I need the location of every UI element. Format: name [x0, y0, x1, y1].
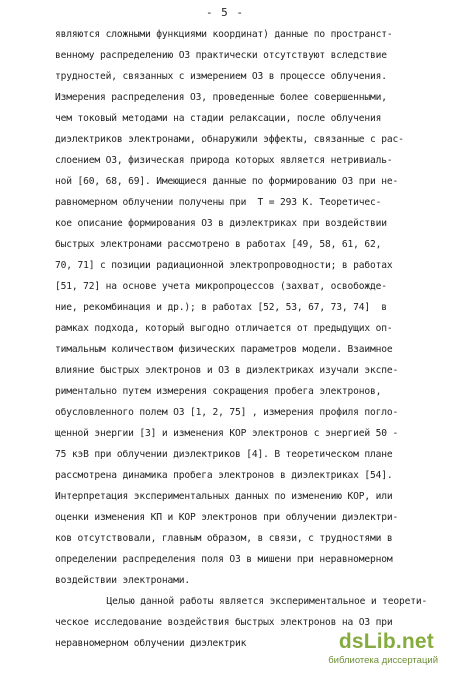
text-line: оценки изменения КП и КОР электронов при облучении диэлектри-: [55, 512, 399, 523]
text-line: 75 кэВ при облучении диэлектриков [4]. В теоретическом плане: [55, 449, 393, 460]
text-line: ние, рекомбинация и др.); в работах [52, 53, 67, 73, 74] в: [55, 302, 387, 313]
text-line: Целью данной работы является экспериментальное и теорети-: [84, 596, 428, 607]
text-line: влияние быстрых электронов и ОЗ в диэлектриках изучали экспе-: [55, 365, 399, 376]
text-line: кое описание формирования ОЗ в диэлектриках при воздействии: [55, 218, 387, 229]
page-number: - 5 -: [205, 6, 245, 19]
text-line: определении распределения поля ОЗ в мишени при неравномерном: [55, 554, 393, 565]
text-line: венному распределению ОЗ практически отсутствуют вследствие: [55, 50, 387, 61]
text-line: диэлектриков электронами, обнаружили эффекты, связанные с рас-: [55, 134, 404, 145]
text-line: риментально путем измерения сокращения пробега электронов,: [55, 386, 382, 397]
text-line: Интерпретация экспериментальных данных по изменению КОР, или: [55, 491, 393, 502]
text-line: Измерения распределения ОЗ, проведенные более совершенными,: [55, 92, 387, 103]
text-line: ческое исследование воздействия быстрых электронов на ОЗ при: [55, 617, 393, 628]
text-line: обусловленного полем ОЗ [1, 2, 75] , измерения профиля погло-: [55, 407, 399, 418]
text-line: рассмотрена динамика пробега электронов в диэлектриках [54].: [55, 470, 393, 481]
watermark-logo-text: dsLib.net: [338, 630, 434, 653]
text-line: слоением ОЗ, физическая природа которых является нетривиаль-: [55, 155, 393, 166]
text-line: 70, 71] с позиции радиационной электропроводности; в работах: [55, 260, 393, 271]
text-line: воздействии электронами.: [55, 575, 191, 586]
watermark-tagline: библиотека диссертаций: [328, 655, 438, 666]
text-line: ной [60, 68, 69]. Имеющиеся данные по формированию ОЗ при не-: [55, 176, 399, 187]
text-line: [51, 72] на основе учета микропроцессов (захват, освобожде-: [55, 281, 387, 292]
text-line: быстрых электронами рассмотрено в работах [49, 58, 61, 62,: [55, 239, 382, 250]
text-line: рамках подхода, который выгодно отличается от предыдущих оп-: [55, 323, 393, 334]
text-line: равномерном облучении получены при T = 293 К. Теоретичес-: [55, 197, 382, 208]
text-line: тимальным количеством физических параметров модели. Взаимное: [55, 344, 393, 355]
text-line: щенной энергии [3] и изменения КОР электронов с энергией 50 -: [55, 428, 399, 439]
dslib-watermark: [308, 630, 440, 670]
text-line: ков отсутствовали, главным образом, в связи, с трудностями в: [55, 533, 393, 544]
text-line: неравномерном облучении диэлектрик: [55, 638, 247, 649]
text-line: являются сложными функциями координат) данные по пространст-: [55, 29, 393, 40]
text-line: чем токовый методами на стадии релаксации, после облучения: [55, 113, 382, 124]
text-line: трудностей, связанных с измерением ОЗ в процессе облучения.: [55, 71, 387, 82]
